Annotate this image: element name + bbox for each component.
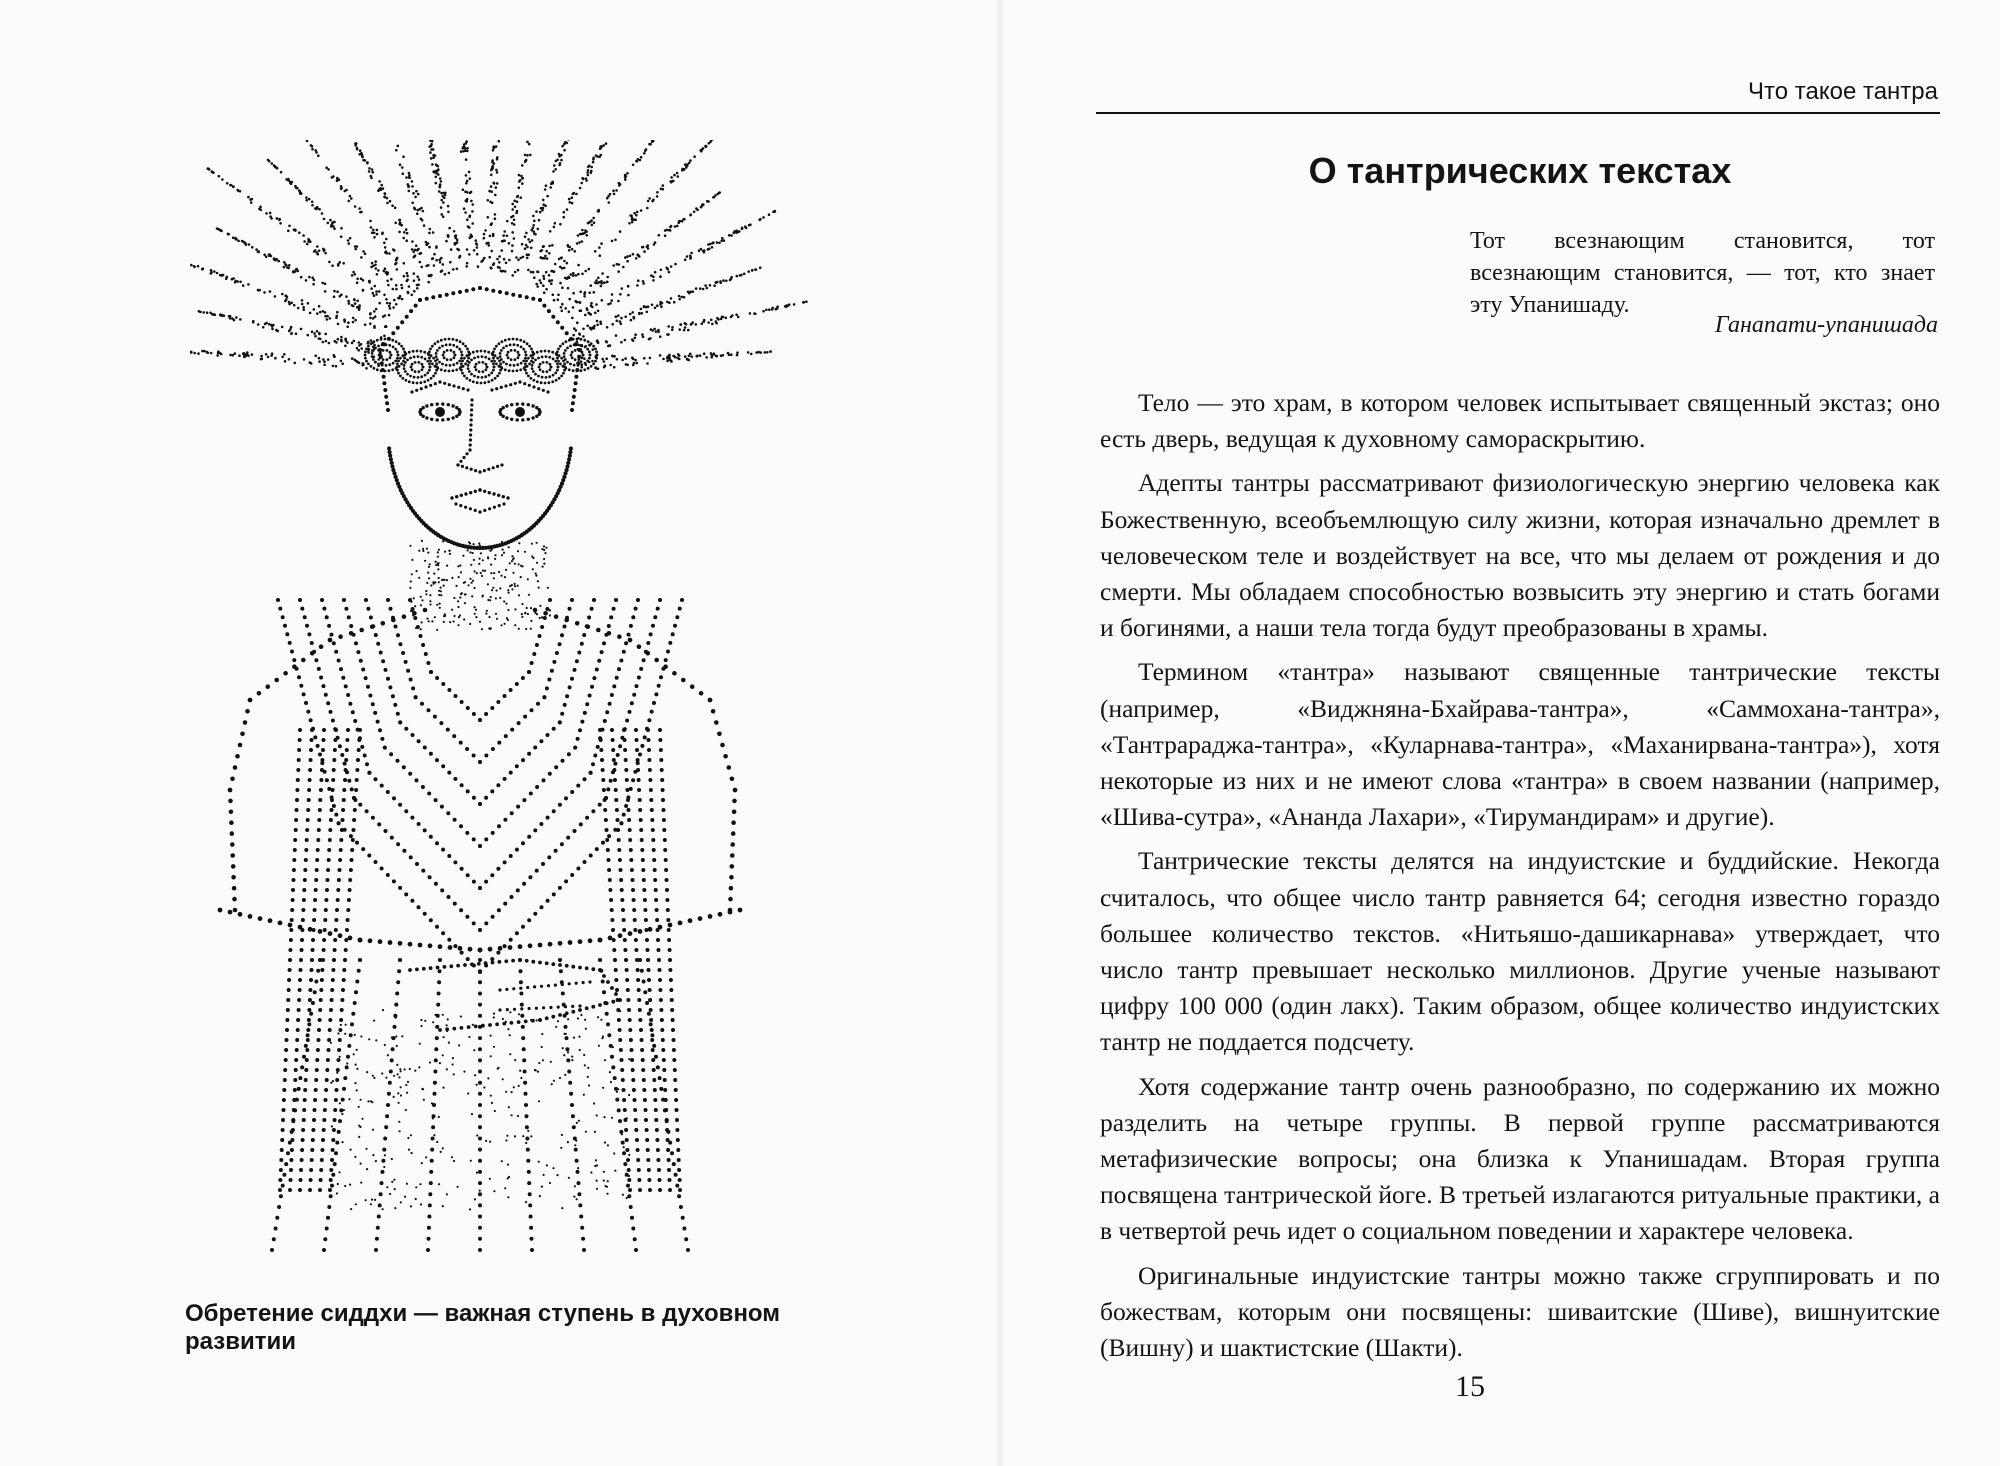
body-text xyxy=(1100,385,1940,1374)
epigraph-source: Ганапати-упанишада xyxy=(1714,312,1938,338)
section-title: О тантрических текстах xyxy=(1308,150,1732,191)
paragraph: Термином «тантра» называют священные тантрические тексты (например, «Виджняна-Бхайрава-тантра», «Саммохана-тантра», «Тантрараджа-тантра», «Куларнава-тантра», «Маханирвана-тантра»), хотя некоторые из них и не имеют слова «тантра» в своем названии (например, «Шива-сутра», «Ананда Лахари», «Тирумандирам» и другие). xyxy=(1100,657,1940,832)
figure-caption: Обретение сиддхи — важная ступень в духовном развитии xyxy=(185,1300,781,1355)
paragraph: Тантрические тексты делятся на индуистские и буддийские. Некогда считалось, что общее число тантр равняется 64; сегодня известно гораздо большее количество текстов. «Нитьяшо-дашикарнава» утверждает, что число тантр превышает несколько миллионов. Другие ученые называют цифру 100 000 (один лакх). Таким образом, общее количество индуистских тантр не поддается подсчету. xyxy=(1100,846,1940,1057)
paragraph: Тело — это храм, в котором человек испытывает священный экстаз; оно есть дверь, ведущая к духовному самораскрытию. xyxy=(1100,388,1940,454)
running-head: Что такое тантра xyxy=(1748,78,1938,105)
header-rule xyxy=(1096,112,1940,114)
paragraph: Хотя содержание тантр очень разнообразно, по содержанию их можно разделить на четыре группы. В первой группе рассматриваются метафизические вопросы; она близка к Упанишадам. Вторая группа посвящена тантрической йоге. В третьей излагаются ритуальные практики, а в четвертой речь идет о социальном поведении и характере человека. xyxy=(1100,1071,1940,1246)
dotted-deity-illustration xyxy=(190,140,830,1290)
paragraph: Адепты тантры рассматривают физиологическую энергию человека как Божественную, всеобъемлющую силу жизни, которая изначально дремлет в человеческом теле и воздействует на все, что мы делаем от рождения и до смерти. Мы обладаем способностью возвысить эту энергию и стать богами и богинями, а наши тела тогда будут преобразованы в храмы. xyxy=(1100,468,1940,643)
paragraph: Оригинальные индуистские тантры можно также сгруппировать и по божествам, которым они посвящены: шиваитские (Шиве), вишнуитские (Вишну) и шактистские (Шакти). xyxy=(1100,1260,1940,1363)
epigraph: Тот всезнающим становится, тот всезнающим становится, — тот, кто знает эту Упанишаду. xyxy=(1470,228,1935,318)
right-page xyxy=(1000,0,2000,1466)
page-number: 15 xyxy=(1455,1370,1485,1403)
